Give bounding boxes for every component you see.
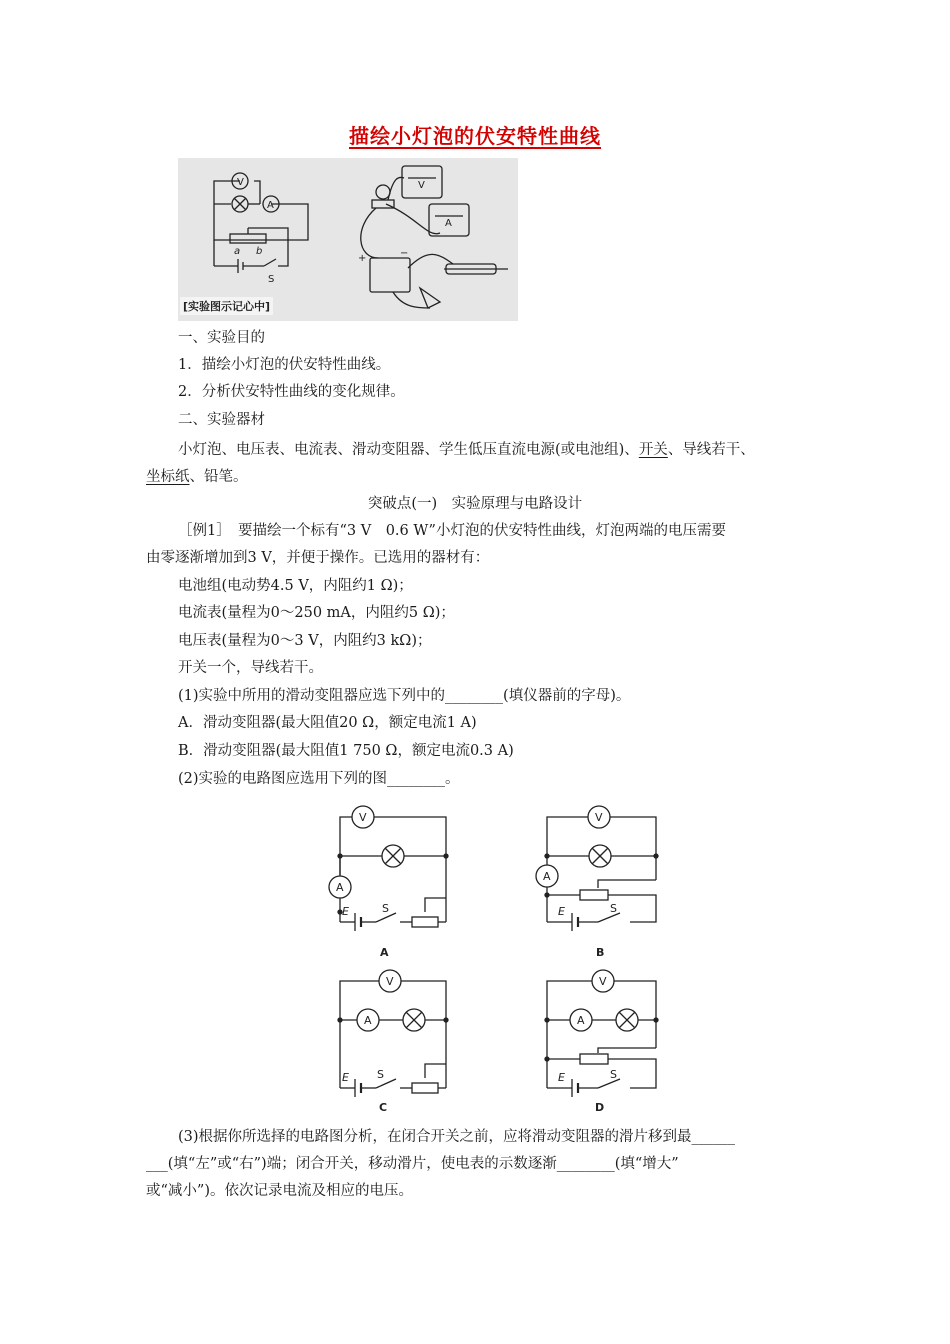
section1-heading: 一、实验目的	[178, 330, 265, 346]
section1-item1: 1．描绘小灯泡的伏安特性曲线。	[178, 357, 391, 373]
svg-text:E: E	[558, 905, 565, 918]
svg-text:−: −	[400, 248, 409, 259]
experiment-illustration	[178, 158, 518, 321]
svg-text:V: V	[418, 180, 425, 191]
svg-text:A: A	[336, 881, 344, 894]
equipment-item: 电流表(量程为0～250 mA，内阻约5 Ω)；	[178, 605, 455, 621]
section1-item2: 2．分析伏安特性曲线的变化规律。	[178, 384, 405, 400]
svg-text:S: S	[610, 1068, 617, 1081]
svg-text:V: V	[599, 975, 607, 988]
question-3-line2: ___(填“左”或“右”)端；闭合开关，移动滑片，使电表的示数逐渐________(填“增大”	[146, 1156, 679, 1172]
question-2: (2)实验的电路图应选用下列的图________。	[178, 771, 460, 787]
svg-text:V: V	[359, 811, 367, 824]
circuit-caption-b: B	[596, 946, 605, 959]
option-a: A．滑动变阻器(最大阻值20 Ω，额定电流1 A)	[178, 715, 477, 731]
circuit-caption-d: D	[595, 1101, 605, 1114]
equipment-item: 开关一个，导线若干。	[178, 660, 323, 676]
section2-heading: 二、实验器材	[178, 412, 265, 428]
svg-text:b: b	[256, 246, 263, 257]
circuit-diagrams	[0, 800, 950, 1130]
svg-text:a: a	[234, 246, 241, 257]
materials-line1: 小灯泡、电压表、电流表、滑动变阻器、学生低压直流电源(或电池组)、开关、导线若干、	[178, 442, 755, 458]
circuit-b	[536, 806, 658, 931]
page-title: 描绘小灯泡的伏安特性曲线	[349, 124, 601, 148]
svg-text:V: V	[595, 811, 603, 824]
svg-text:A: A	[445, 218, 452, 229]
svg-text:S: S	[377, 1068, 384, 1081]
svg-text:A: A	[577, 1014, 585, 1027]
svg-text:+: +	[358, 253, 367, 264]
svg-text:A: A	[267, 200, 274, 211]
option-b: B．滑动变阻器(最大阻值1 750 Ω，额定电流0.3 A)	[178, 743, 514, 759]
breakpoint-heading: 突破点(一) 实验原理与电路设计	[367, 496, 583, 512]
question-3-line1: (3)根据你所选择的电路图分析，在闭合开关之前，应将滑动变阻器的滑片移到最______	[178, 1129, 736, 1145]
question-3-line3: 或“减小”)。依次记录电流及相应的电压。	[146, 1183, 413, 1199]
circuit-c	[338, 970, 448, 1097]
svg-text:A: A	[543, 870, 551, 883]
svg-text:E: E	[558, 1071, 565, 1084]
svg-text:A: A	[364, 1014, 372, 1027]
materials-line2: 坐标纸、铅笔。	[146, 469, 248, 485]
example-line2: 由零逐渐增加到3 V，并便于操作。已选用的器材有：	[146, 550, 490, 566]
svg-text:S: S	[382, 902, 389, 915]
svg-text:V: V	[237, 177, 244, 188]
svg-text:E: E	[342, 905, 349, 918]
equipment-item: 电池组(电动势4.5 V，内阻约1 Ω)；	[178, 578, 413, 594]
equipment-item: 电压表(量程为0～3 V，内阻约3 kΩ)；	[178, 633, 432, 649]
svg-text:S: S	[610, 902, 617, 915]
svg-text:S: S	[268, 274, 275, 285]
circuit-caption-c: C	[379, 1101, 388, 1114]
svg-text:E: E	[342, 1071, 349, 1084]
banner-label: [实验图示记心中]	[180, 297, 273, 315]
question-1: (1)实验中所用的滑动变阻器应选下列中的________(填仪器前的字母)。	[178, 688, 631, 704]
svg-text:V: V	[386, 975, 394, 988]
example-line1: ［例1］ 要描绘一个标有“3 V 0.6 W”小灯泡的伏安特性曲线，灯泡两端的电压需要	[178, 523, 726, 539]
circuit-caption-a: A	[380, 946, 389, 959]
